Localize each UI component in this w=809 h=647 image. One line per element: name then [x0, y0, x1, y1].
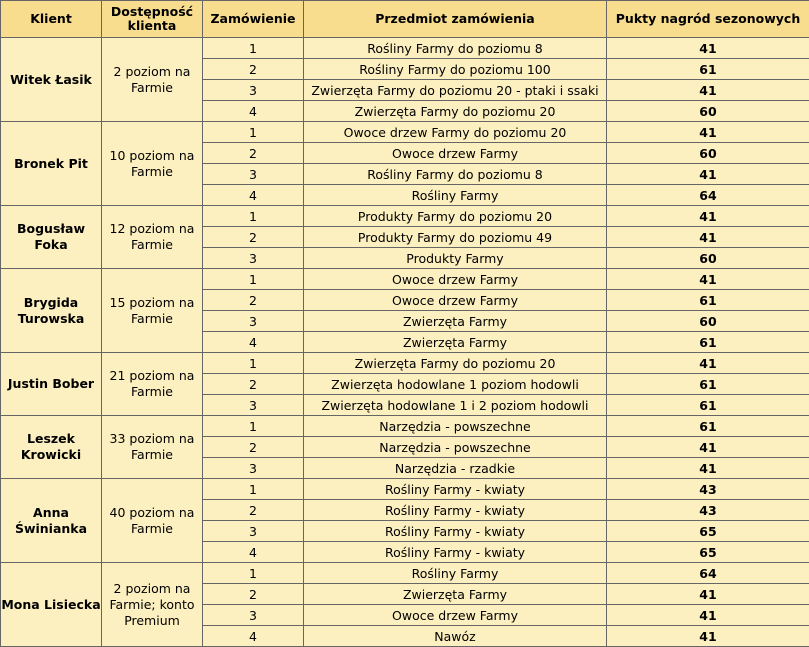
- order-points: 41: [607, 584, 809, 605]
- order-number: 4: [203, 332, 304, 353]
- order-item: Rośliny Farmy - kwiaty: [304, 500, 607, 521]
- order-item: Narzędzia - powszechne: [304, 416, 607, 437]
- order-number: 3: [203, 395, 304, 416]
- order-item: Owoce drzew Farmy: [304, 605, 607, 626]
- order-item: Zwierzęta Farmy: [304, 311, 607, 332]
- header-availability: Dostępność klienta: [102, 1, 203, 38]
- order-item: Rośliny Farmy: [304, 185, 607, 206]
- order-number: 2: [203, 290, 304, 311]
- table-row: [1, 269, 809, 290]
- client-availability: 21 poziom na Farmie: [102, 353, 203, 416]
- client-name: Witek Łasik: [1, 38, 102, 122]
- client-name: Leszek Krowicki: [1, 416, 102, 479]
- order-number: 1: [203, 269, 304, 290]
- order-number: 1: [203, 353, 304, 374]
- client-name: Brygida Turowska: [1, 269, 102, 353]
- order-item: Rośliny Farmy do poziomu 8: [304, 164, 607, 185]
- header-row: [1, 1, 809, 38]
- order-number: 1: [203, 206, 304, 227]
- order-points: 65: [607, 542, 809, 563]
- order-number: 3: [203, 521, 304, 542]
- client-name: Mona Lisiecka: [1, 563, 102, 647]
- header-points: Pukty nagród sezonowych: [607, 1, 809, 38]
- order-points: 61: [607, 332, 809, 353]
- order-number: 2: [203, 437, 304, 458]
- table-row: [1, 416, 809, 437]
- order-item: Zwierzęta hodowlane 1 poziom hodowli: [304, 374, 607, 395]
- order-item: Zwierzęta hodowlane 1 i 2 poziom hodowli: [304, 395, 607, 416]
- order-number: 2: [203, 59, 304, 80]
- order-number: 3: [203, 458, 304, 479]
- order-item: Produkty Farmy do poziomu 49: [304, 227, 607, 248]
- order-points: 61: [607, 395, 809, 416]
- table-row: [1, 206, 809, 227]
- order-points: 61: [607, 59, 809, 80]
- order-item: Narzędzia - powszechne: [304, 437, 607, 458]
- client-availability: 40 poziom na Farmie: [102, 479, 203, 563]
- order-points: 60: [607, 143, 809, 164]
- order-number: 1: [203, 38, 304, 59]
- header-client: Klient: [1, 1, 102, 38]
- order-number: 1: [203, 563, 304, 584]
- order-points: 61: [607, 374, 809, 395]
- client-availability: 2 poziom na Farmie; konto Premium: [102, 563, 203, 647]
- order-points: 41: [607, 80, 809, 101]
- table-row: [1, 479, 809, 500]
- order-points: 41: [607, 122, 809, 143]
- order-number: 1: [203, 122, 304, 143]
- table-row: [1, 122, 809, 143]
- order-points: 43: [607, 500, 809, 521]
- client-availability: 10 poziom na Farmie: [102, 122, 203, 206]
- order-number: 2: [203, 500, 304, 521]
- client-name: Bronek Pit: [1, 122, 102, 206]
- order-number: 4: [203, 542, 304, 563]
- order-item: Zwierzęta Farmy: [304, 332, 607, 353]
- client-availability: 15 poziom na Farmie: [102, 269, 203, 353]
- order-points: 41: [607, 626, 809, 647]
- order-item: Rośliny Farmy - kwiaty: [304, 521, 607, 542]
- table-row: [1, 353, 809, 374]
- order-item: Rośliny Farmy do poziomu 100: [304, 59, 607, 80]
- order-points: 41: [607, 605, 809, 626]
- order-points: 41: [607, 227, 809, 248]
- order-item: Rośliny Farmy: [304, 563, 607, 584]
- order-points: 64: [607, 185, 809, 206]
- order-item: Zwierzęta Farmy do poziomu 20: [304, 101, 607, 122]
- order-item: Owoce drzew Farmy: [304, 143, 607, 164]
- order-number: 3: [203, 248, 304, 269]
- table-row: [1, 563, 809, 584]
- order-points: 43: [607, 479, 809, 500]
- order-number: 4: [203, 185, 304, 206]
- order-item: Zwierzęta Farmy do poziomu 20: [304, 353, 607, 374]
- order-number: 4: [203, 101, 304, 122]
- order-points: 61: [607, 416, 809, 437]
- order-item: Rośliny Farmy do poziomu 8: [304, 38, 607, 59]
- table-body: [1, 38, 809, 647]
- client-name: Justin Bober: [1, 353, 102, 416]
- order-item: Rośliny Farmy - kwiaty: [304, 479, 607, 500]
- order-item: Narzędzia - rzadkie: [304, 458, 607, 479]
- order-points: 41: [607, 437, 809, 458]
- order-item: Rośliny Farmy - kwiaty: [304, 542, 607, 563]
- order-points: 60: [607, 248, 809, 269]
- order-item: Owoce drzew Farmy: [304, 269, 607, 290]
- order-points: 41: [607, 38, 809, 59]
- order-item: Owoce drzew Farmy do poziomu 20: [304, 122, 607, 143]
- order-number: 2: [203, 584, 304, 605]
- order-number: 2: [203, 143, 304, 164]
- order-number: 4: [203, 626, 304, 647]
- order-points: 65: [607, 521, 809, 542]
- client-availability: 12 poziom na Farmie: [102, 206, 203, 269]
- order-points: 41: [607, 269, 809, 290]
- order-points: 64: [607, 563, 809, 584]
- order-item: Nawóz: [304, 626, 607, 647]
- header-item: Przedmiot zamówienia: [304, 1, 607, 38]
- order-points: 41: [607, 206, 809, 227]
- order-number: 1: [203, 479, 304, 500]
- order-points: 61: [607, 290, 809, 311]
- order-item: Produkty Farmy: [304, 248, 607, 269]
- client-name: Anna Świnianka: [1, 479, 102, 563]
- order-points: 41: [607, 353, 809, 374]
- order-number: 2: [203, 227, 304, 248]
- order-item: Zwierzęta Farmy do poziomu 20 - ptaki i ssaki: [304, 80, 607, 101]
- order-number: 2: [203, 374, 304, 395]
- order-points: 41: [607, 458, 809, 479]
- order-number: 3: [203, 605, 304, 626]
- table-row: [1, 38, 809, 59]
- order-number: 3: [203, 164, 304, 185]
- client-availability: 33 poziom na Farmie: [102, 416, 203, 479]
- header-order: Zamówienie: [203, 1, 304, 38]
- order-number: 1: [203, 416, 304, 437]
- order-points: 60: [607, 311, 809, 332]
- client-name: Bogusław Foka: [1, 206, 102, 269]
- order-item: Produkty Farmy do poziomu 20: [304, 206, 607, 227]
- order-number: 3: [203, 311, 304, 332]
- order-points: 41: [607, 164, 809, 185]
- order-item: Owoce drzew Farmy: [304, 290, 607, 311]
- order-number: 3: [203, 80, 304, 101]
- client-availability: 2 poziom na Farmie: [102, 38, 203, 122]
- order-points: 60: [607, 101, 809, 122]
- order-item: Zwierzęta Farmy: [304, 584, 607, 605]
